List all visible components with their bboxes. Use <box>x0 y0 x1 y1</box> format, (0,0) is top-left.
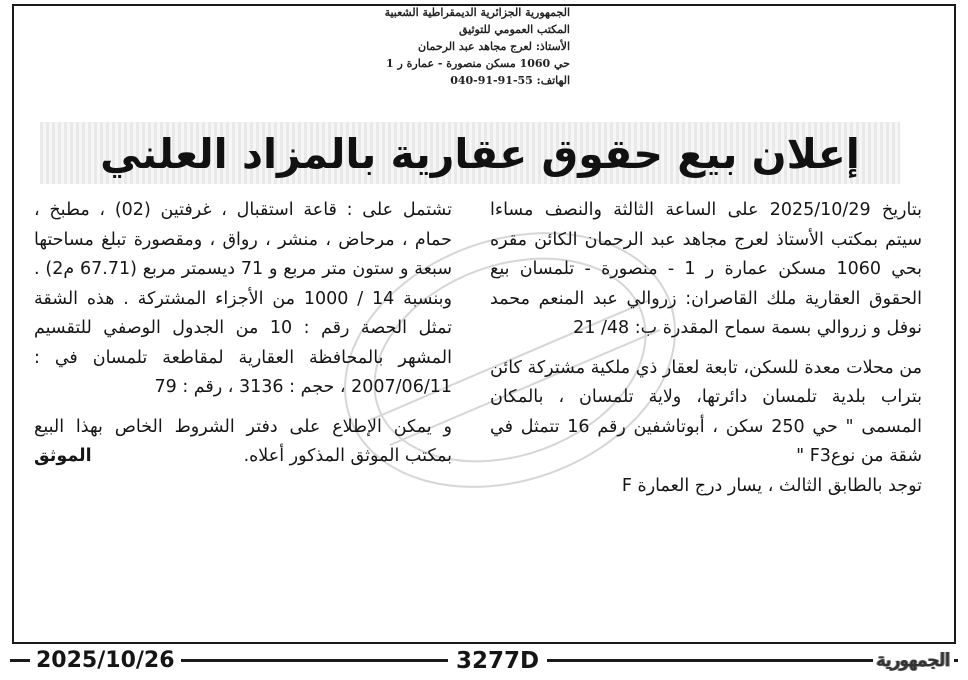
paragraph-floor: توجد بالطابق الثالث ، يسار درج العمارة F <box>621 475 922 496</box>
header-line-republic: الجمهورية الجزائرية الديمقراطية الشعبية <box>384 6 570 19</box>
paragraph-property-location: من محلات معدة للسكن، تابعة لعقار ذي ملكية مشتركة كائن بتراب بلدية تلمسان دائرتها، ولاية تلمسان ، بالمكان المسمى " حي 250 سكن ، أبوتاشفين رقم 16 تتمثل في شقة من نوعF3 " <box>490 357 922 466</box>
page-title: إعلان بيع حقوق عقارية بالمزاد العلني <box>100 130 860 178</box>
notary-signature: الموثق <box>34 446 92 466</box>
footer-date: 2025/10/26 <box>30 646 181 676</box>
right-column <box>490 196 922 501</box>
header-line-phone: الهاتف: 55-91-91-040 <box>450 74 570 87</box>
left-column <box>34 196 452 472</box>
page-footer <box>0 644 968 680</box>
newspaper-logo: الجمهورية <box>873 646 954 676</box>
footer-code: 3277D <box>448 646 547 676</box>
header-line-notary: الأستاذ: لعرج مجاهد عبد الرحمان <box>418 40 570 53</box>
paragraph-auction-date: بتاريخ 2025/10/29 على الساعة الثالثة والنصف مساءا سيتم بمكتب الأستاذ لعرج مجاهد عبد الرحمان الكائن مقره بحي 1060 مسكن عمارة ر 1 - منصورة - تلمسان بيع الحقوق العقارية ملك القاصران: زروالي عبد المنعم محمد نوفل و زروالي بسمة سماح المقدرة ب: 48/ 21 <box>490 200 922 338</box>
paragraph-conditions: و يمكن الإطلاع على دفتر الشروط الخاص بهذا البيع بمكتب الموثق المذكور أعلاه. <box>34 416 452 466</box>
header-line-address: حي 1060 مسكن منصورة - عمارة ر 1 <box>386 57 570 70</box>
header-line-office: المكتب العمومي للتوثيق <box>459 23 570 36</box>
paragraph-apartment-contents: تشتمل على : قاعة استقبال ، غرفتين (02) ، مطبخ ، حمام ، مرحاض ، منشر ، رواق ، ومقصورة تبلغ مساحتها سبعة و ستون متر مربع و 71 ديسمتر مربع (67.71 م2) . وبنسبة 14 / 1000 من الأجزاء المشتركة . هذه الشقة تمثل الحصة رقم : 10 من الجدول الوصفي للتقسيم المشهر بالمحافظة العقارية لمقاطعة تلمسان في : 2007/06/11 ، حجم : 3136 ، رقم : 79 <box>34 200 452 397</box>
notary-header <box>270 4 570 89</box>
